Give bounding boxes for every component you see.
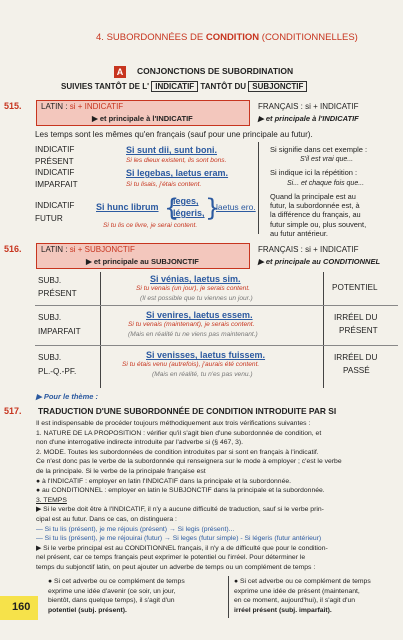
- mode-label: POTENTIEL: [332, 283, 378, 292]
- row-label: PRÉSENT: [35, 157, 74, 166]
- brace-icon: {: [164, 194, 180, 222]
- intro-text: Les temps sont les mêmes qu'en français (sauf pour une principale au futur).: [35, 130, 313, 139]
- row-label: IMPARFAIT: [35, 180, 78, 189]
- latin-example: légeris,: [173, 208, 205, 218]
- latin-example: Si legebas, laetus eram.: [126, 168, 229, 178]
- row-label: INDICATIF: [35, 168, 75, 177]
- french-gloss: (Il est possible que tu viennes un jour.): [140, 295, 253, 302]
- note-futur: Quand la principale est au futur, la subordonnée est, à la différence du français, au futur simple ou, plus souvent, au futur antérieur.: [270, 192, 367, 238]
- row-divider: [35, 305, 398, 306]
- french-rule-principal: ▶ et principale à l'INDICATIF: [258, 114, 359, 123]
- paragraph-number-517: 517.: [4, 406, 22, 416]
- latin-example: Si venisses, laetus fuissem.: [146, 350, 266, 360]
- row-label: PRÉSENT: [38, 289, 77, 298]
- french-translation: Si tu étais venu (autrefois), j'aurais été content.: [122, 361, 260, 368]
- text-line: — Si tu lis (présent), je me réjouirai (futur) → Si leges (futur simple) - Si légeris (futur antérieur): [36, 535, 322, 543]
- subsection-title: CONJONCTIONS DE SUBORDINATION: [137, 66, 294, 76]
- subsection-badge: A: [114, 66, 126, 78]
- paragraph-title: TRADUCTION D'UNE SUBORDONNÉE DE CONDITION INTRODUITE PAR SI: [38, 406, 337, 416]
- text-line: Il est indispensable de procéder toujours méthodiquement aux trois vérifications suivantes :: [36, 420, 311, 427]
- text-line: 3. TEMPS: [36, 496, 67, 504]
- note: Si signifie dans cet exemple :: [270, 145, 368, 154]
- text-line: nel présent, car ce temps français peut exprimer le potentiel ou l'irréel. Pour déterminer le: [36, 554, 306, 562]
- text-line: temps du subjonctif latin, on peut ajouter un adverbe de temps ou un complément de temps :: [36, 563, 316, 571]
- mode-label: IRRÉEL DU: [334, 353, 378, 362]
- row-divider: [35, 345, 398, 346]
- row-label: SUBJ.: [38, 276, 62, 285]
- latin-rule-principal: ▶ et principale à l'INDICATIF: [92, 114, 193, 123]
- mode-label: PRÉSENT: [339, 326, 378, 335]
- latin-example: laetus ero.: [216, 202, 256, 212]
- subsection-subtitle: SUIVIES TANTÔT DE L' INDICATIF TANTÔT DU SUBJONCTIF: [61, 82, 307, 91]
- irreel-column: ● Si cet adverbe ou ce complément de temps exprime une idée de présent (maintenant, en ce moment, aujourd'hui), il s'agit d'un irréel présent (subj. imparfait).: [234, 578, 371, 614]
- latin-rule-principal: ▶ et principale au SUBJONCTIF: [86, 257, 199, 266]
- row-label: INDICATIF: [35, 201, 75, 210]
- french-translation: Si tu lis ce livre, je serai content.: [103, 222, 198, 229]
- latin-example: Si vénias, laetus sim.: [150, 274, 241, 284]
- column-divider: [323, 272, 324, 388]
- french-rule: FRANÇAIS : si + INDICATIF: [258, 102, 359, 111]
- text-line: ● à l'INDICATIF : employer en latin l'INDICATIF dans la principale et la subordonnée.: [36, 477, 292, 485]
- column-divider: [228, 576, 229, 618]
- mode-label: IRRÉEL DU: [334, 313, 378, 322]
- theme-link: ▶ Pour le thème :: [36, 392, 99, 401]
- french-gloss: (Mais en réalité tu ne viens pas maintenant.): [128, 331, 258, 338]
- text-line: 2. MODE. Toutes les subordonnées de condition introduites par si sont en français à l'indicatif.: [36, 448, 319, 456]
- note: S'il est vrai que...: [300, 156, 354, 163]
- mode-label: PASSÉ: [343, 366, 370, 375]
- french-gloss: (Mais en réalité, tu n'es pas venu.): [152, 371, 253, 378]
- potentiel-column: ● Si cet adverbe ou ce complément de temps exprime une idée d'avenir (ce soir, un jour, bientôt, dans quelque temps), il s'agit d'un potentiel (subj. présent).: [48, 578, 185, 614]
- latin-example: leges,: [173, 196, 199, 206]
- page-number: 160: [12, 601, 31, 613]
- french-translation: Si les dieux existent, ils sont bons.: [126, 157, 227, 164]
- note: Si... et chaque fois que...: [287, 180, 365, 187]
- row-label: SUBJ.: [38, 313, 62, 322]
- row-label: INDICATIF: [35, 145, 75, 154]
- body-text: [36, 419, 398, 573]
- french-translation: Si tu venais (un jour), je serais content.: [136, 285, 250, 292]
- french-rule-principal: ▶ et principale au CONDITIONNEL: [258, 257, 381, 266]
- paragraph-number-515: 515.: [4, 101, 22, 111]
- text-line: Ce n'est donc pas le verbe de la subordonnée qui renseignera sur le mode à employer ; c'est le verbe: [36, 458, 342, 466]
- paragraph-number-516: 516.: [4, 244, 22, 254]
- brace-icon: }: [205, 194, 221, 222]
- latin-rule: LATIN : si + SUBJONCTIF: [41, 245, 135, 254]
- row-label: PL.-Q.-PF.: [38, 367, 77, 376]
- latin-example: Si venires, laetus essem.: [146, 310, 253, 320]
- note: Si indique ici la répétition :: [270, 168, 358, 177]
- row-label: SUBJ.: [38, 353, 62, 362]
- latin-example: Si sunt dii, sunt boni.: [126, 145, 217, 155]
- column-divider: [258, 142, 259, 234]
- row-label: IMPARFAIT: [38, 327, 81, 336]
- text-line: ▶ Si le verbe principal est au CONDITIONNEL français, il n'y a de difficulté que pour le condition-: [36, 544, 328, 552]
- french-rule: FRANÇAIS : si + INDICATIF: [258, 245, 359, 254]
- french-translation: Si tu venais (maintenant), je serais content.: [128, 321, 255, 328]
- text-line: ● au CONDITIONNEL : employer en latin le SUBJONCTIF dans la principale et la subordonnée.: [36, 487, 325, 495]
- text-line: 1. NATURE DE LA PROPOSITION : vérifier qu'il s'agit bien d'une subordonnée de condition, et: [36, 429, 322, 437]
- french-translation: Si tu lisais, j'étais content.: [126, 181, 202, 188]
- row-label: FUTUR: [35, 214, 63, 223]
- latin-example: Si hunc librum: [96, 202, 159, 212]
- column-divider: [100, 272, 101, 388]
- latin-rule: LATIN : si + INDICATIF: [41, 102, 124, 111]
- text-line: ▶ Si le verbe doit être à l'INDICATIF, il n'y a aucune difficulté de traduction, sauf si le verbe prin-: [36, 506, 324, 514]
- text-line: — Si tu lis (présent), je me réjouis (présent) → Si legis (présent)...: [36, 525, 235, 533]
- text-line: non d'une interrogative indirecte introduite par l'adverbe si (§ 467, 3).: [36, 439, 244, 447]
- text-line: cipal est au futur. Dans ce cas, on distinguera :: [36, 515, 177, 523]
- section-title: 4. SUBORDONNÉES DE CONDITION (CONDITIONNELLES): [96, 32, 358, 43]
- text-line: de la principale. Si le verbe de la principale française est: [36, 467, 206, 475]
